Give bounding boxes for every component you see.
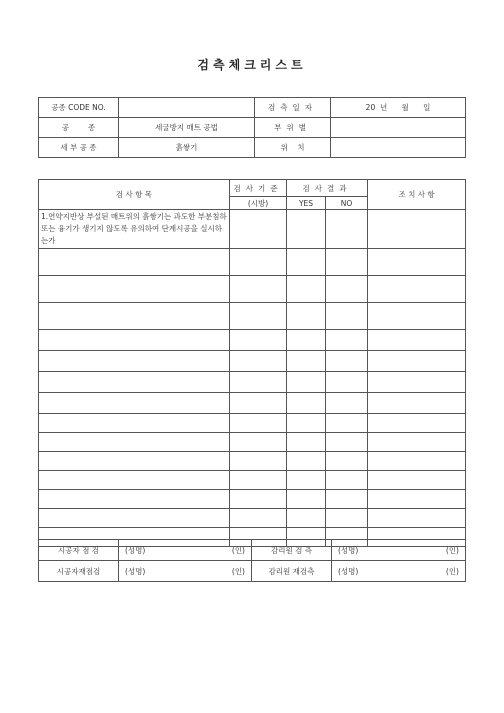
table-row[interactable]: [39, 490, 230, 509]
supervisor-check-label: 감리원 검 측: [252, 540, 332, 561]
work-type-value[interactable]: 세굴방지 매트 공법: [119, 118, 255, 138]
col-no-header: NO: [326, 197, 368, 210]
supervisor-check-seal[interactable]: (인): [392, 540, 466, 561]
col-standard-sub-header: (시방): [230, 197, 287, 210]
col-item-header: 검 사 항 목: [39, 180, 230, 210]
table-row[interactable]: [39, 471, 230, 490]
contractor-check-seal[interactable]: (인): [179, 540, 252, 561]
contractor-check-label: 시공자 점 검: [39, 540, 119, 561]
signature-table: [38, 539, 466, 582]
table-row[interactable]: [39, 433, 230, 452]
col-action-header: 조 치 사 항: [368, 180, 466, 210]
location-value[interactable]: [331, 138, 466, 158]
page-title: 검측체크리스트: [197, 58, 307, 72]
work-type-label: 공 종: [39, 118, 119, 138]
table-row[interactable]: [39, 249, 230, 276]
table-row[interactable]: [39, 509, 230, 528]
part-label: 부위별: [255, 118, 331, 138]
action-cell[interactable]: [368, 210, 466, 249]
date-value[interactable]: 20 년 월 일: [331, 98, 466, 118]
supervisor-recheck-seal[interactable]: (인): [392, 561, 466, 582]
supervisor-recheck-label: 감리원 재검측: [252, 561, 332, 582]
no-cell[interactable]: [326, 210, 368, 249]
contractor-recheck-name[interactable]: (성명): [119, 561, 179, 582]
code-label: 공종 CODE NO.: [39, 98, 119, 118]
code-value[interactable]: [119, 98, 255, 118]
col-standard-header: 검사기준: [230, 180, 287, 197]
table-row[interactable]: [39, 452, 230, 471]
contractor-check-name[interactable]: (성명): [119, 540, 179, 561]
col-yes-header: YES: [287, 197, 326, 210]
table-row[interactable]: [39, 330, 230, 351]
supervisor-check-name[interactable]: (성명): [332, 540, 392, 561]
table-row[interactable]: [39, 303, 230, 330]
sub-work-label: 세 부 공 종: [39, 138, 119, 158]
date-label: 검측일자: [255, 98, 331, 118]
contractor-recheck-seal[interactable]: (인): [179, 561, 252, 582]
location-label: 위 치: [255, 138, 331, 158]
part-value[interactable]: [331, 118, 466, 138]
table-row[interactable]: [39, 393, 230, 414]
contractor-recheck-label: 시공자재점검: [39, 561, 119, 582]
sub-work-value[interactable]: 흙쌓기: [119, 138, 255, 158]
table-row[interactable]: [39, 351, 230, 372]
table-row[interactable]: [39, 276, 230, 303]
standard-cell[interactable]: [230, 210, 287, 249]
table-row[interactable]: [39, 372, 230, 393]
yes-cell[interactable]: [287, 210, 326, 249]
checklist-table: [38, 179, 466, 547]
table-row[interactable]: [39, 414, 230, 433]
supervisor-recheck-name[interactable]: (성명): [332, 561, 392, 582]
col-result-header: 검사결과: [287, 180, 368, 197]
header-table: [38, 97, 466, 158]
checklist-item: 1.연약지반상 부설된 매트위의 흙쌓기는 과도한 부분침하 또는 융기가 생기지 않도록 유의하여 단계시공을 실시하는가: [39, 210, 230, 249]
